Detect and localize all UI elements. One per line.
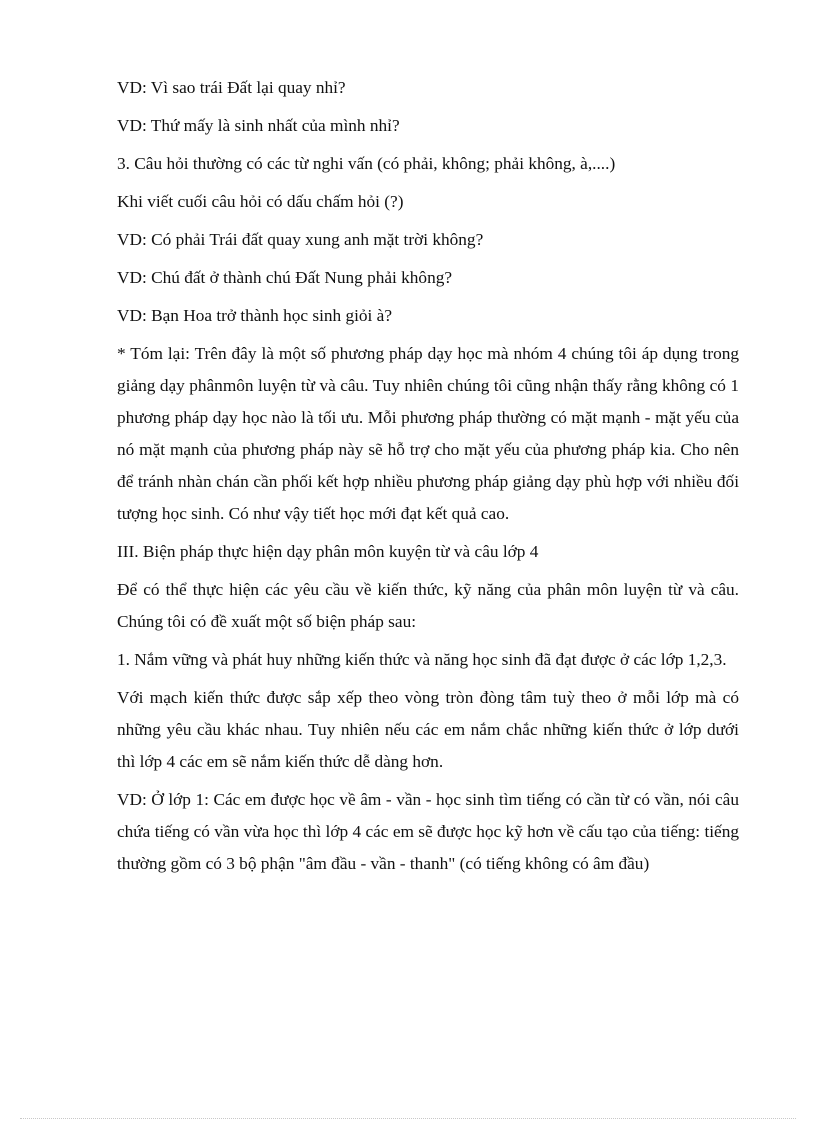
example-line: VD: Vì sao trái Đất lại quay nhỉ?	[117, 78, 346, 97]
example-line: VD: Có phải Trái đất quay xung anh mặt trời không?	[117, 230, 484, 249]
example-line: VD: Chú đất ở thành chú Đất Nung phải không?	[117, 268, 453, 287]
rule-line: 3. Câu hỏi thường có các từ nghi vấn (có phải, không; phải không, à,....)	[117, 154, 616, 173]
example-line: VD: Bạn Hoa trở thành học sinh giỏi à?	[117, 306, 393, 325]
document-page	[117, 72, 739, 886]
example-line: VD: Thứ mấy là sinh nhất của mình nhỉ?	[117, 116, 400, 135]
example-paragraph: VD: Ở lớp 1: Các em được học về âm - vần - học sinh tìm tiếng có cần từ có vần, nói câu chứa tiếng có vần vừa học thì lớp 4 các em sẽ được học kỹ hơn về cấu tạo của tiếng: tiếng thường gồm có 3 bộ phận "âm đầu - vần - thanh" (có tiếng không có âm đầu)	[117, 790, 739, 873]
rule-line: Khi viết cuối câu hỏi có dấu chấm hỏi (?)	[117, 192, 404, 211]
intro-paragraph: Để có thể thực hiện các yêu cầu về kiến thức, kỹ năng của phân môn luyện từ và câu. Chúng tôi có đề xuất một số biện pháp sau:	[117, 580, 739, 631]
section-heading: III. Biện pháp thực hiện dạy phân môn kuyện từ và câu lớp 4	[117, 542, 539, 561]
numbered-item: 1. Nắm vững và phát huy những kiến thức và năng học sinh đã đạt được ở các lớp 1,2,3.	[117, 650, 727, 669]
summary-paragraph: * Tóm lại: Trên đây là một số phương pháp dạy học mà nhóm 4 chúng tôi áp dụng trong giảng dạy phânmôn luyện từ và câu. Tuy nhiên chúng tôi cũng nhận thấy rằng không có 1 phương pháp dạy học nào là tối ưu. Mỗi phương pháp thường có mặt mạnh - mặt yếu của nó mặt mạnh của phương pháp này sẽ hỗ trợ cho mặt yếu của phương pháp kia. Cho nên để tránh nhàn chán cần phối kết hợp nhiều phương pháp giảng dạy phù hợp với nhiều đối tượng học sinh. Có như vậy tiết học mới đạt kết quả cao.	[117, 344, 739, 523]
page-bottom-border	[20, 1118, 796, 1119]
body-paragraph: Với mạch kiến thức được sắp xếp theo vòng tròn đòng tâm tuỳ theo ở mỗi lớp mà có những yêu cầu khác nhau. Tuy nhiên nếu các em nắm chắc những kiến thức ở lớp dưới thì lớp 4 các em sẽ nắm kiến thức dễ dàng hơn.	[117, 688, 739, 771]
